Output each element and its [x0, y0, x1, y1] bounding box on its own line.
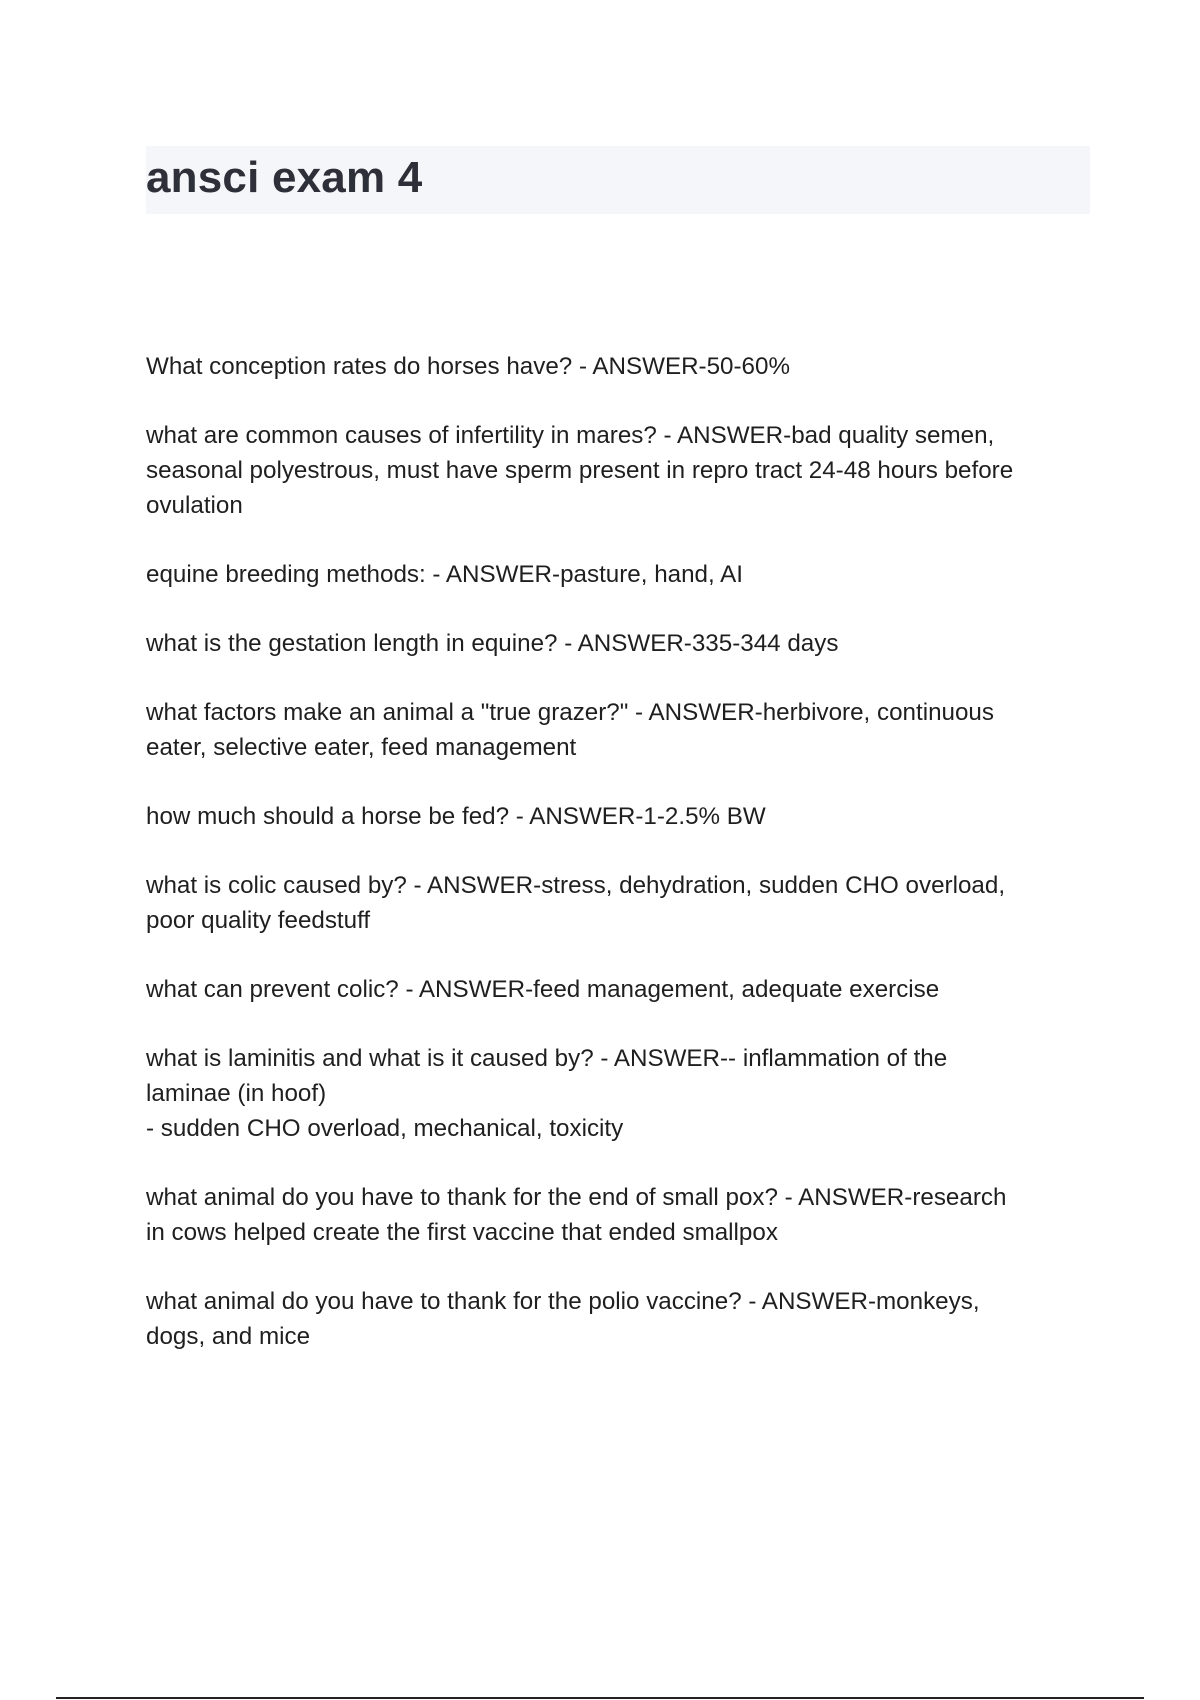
qa-line: - sudden CHO overload, mechanical, toxicity — [146, 1115, 624, 1142]
qa-line: what are common causes of infertility in mares? - ANSWER-bad quality semen, — [146, 422, 995, 449]
qa-line: what can prevent colic? - ANSWER-feed management, adequate exercise — [146, 976, 940, 1003]
title-banner — [146, 146, 1090, 214]
qa-item-horse-feeding — [146, 799, 1096, 834]
qa-item-colic-causes — [146, 868, 1096, 938]
qa-item-colic-prevention — [146, 972, 1096, 1007]
qa-line: what animal do you have to thank for the end of small pox? - ANSWER-research — [146, 1184, 1007, 1211]
qa-line: what animal do you have to thank for the polio vaccine? - ANSWER-monkeys, — [146, 1288, 980, 1315]
qa-item-infertility-causes — [146, 418, 1096, 523]
question-answer-list — [146, 349, 1096, 1388]
qa-line: eater, selective eater, feed management — [146, 734, 577, 761]
qa-line: equine breeding methods: - ANSWER-pasture, hand, AI — [146, 561, 743, 588]
qa-item-true-grazer — [146, 695, 1096, 765]
qa-line: laminae (in hoof) — [146, 1080, 327, 1107]
qa-item-smallpox — [146, 1180, 1096, 1250]
qa-line: poor quality feedstuff — [146, 907, 371, 934]
qa-line: seasonal polyestrous, must have sperm present in repro tract 24-48 hours before — [146, 457, 1014, 484]
qa-line: dogs, and mice — [146, 1323, 311, 1350]
qa-line: ovulation — [146, 492, 243, 519]
qa-line: what factors make an animal a "true grazer?" - ANSWER-herbivore, continuous — [146, 699, 994, 726]
qa-line: what is laminitis and what is it caused by? - ANSWER-- inflammation of the — [146, 1045, 948, 1072]
qa-line: in cows helped create the first vaccine that ended smallpox — [146, 1219, 778, 1246]
qa-item-gestation-length — [146, 626, 1096, 661]
document-title: ansci exam 4 — [146, 153, 423, 202]
qa-item-breeding-methods — [146, 557, 1096, 592]
qa-line: what is the gestation length in equine? - ANSWER-335-344 days — [146, 630, 839, 657]
footer-divider — [56, 1697, 1144, 1699]
qa-line: what is colic caused by? - ANSWER-stress, dehydration, sudden CHO overload, — [146, 872, 1006, 899]
qa-item-polio-vaccine — [146, 1284, 1096, 1354]
qa-item-conception-rates — [146, 349, 1096, 384]
qa-item-laminitis — [146, 1041, 1096, 1146]
qa-line: What conception rates do horses have? - ANSWER-50-60% — [146, 353, 790, 380]
qa-line: how much should a horse be fed? - ANSWER-1-2.5% BW — [146, 803, 766, 830]
